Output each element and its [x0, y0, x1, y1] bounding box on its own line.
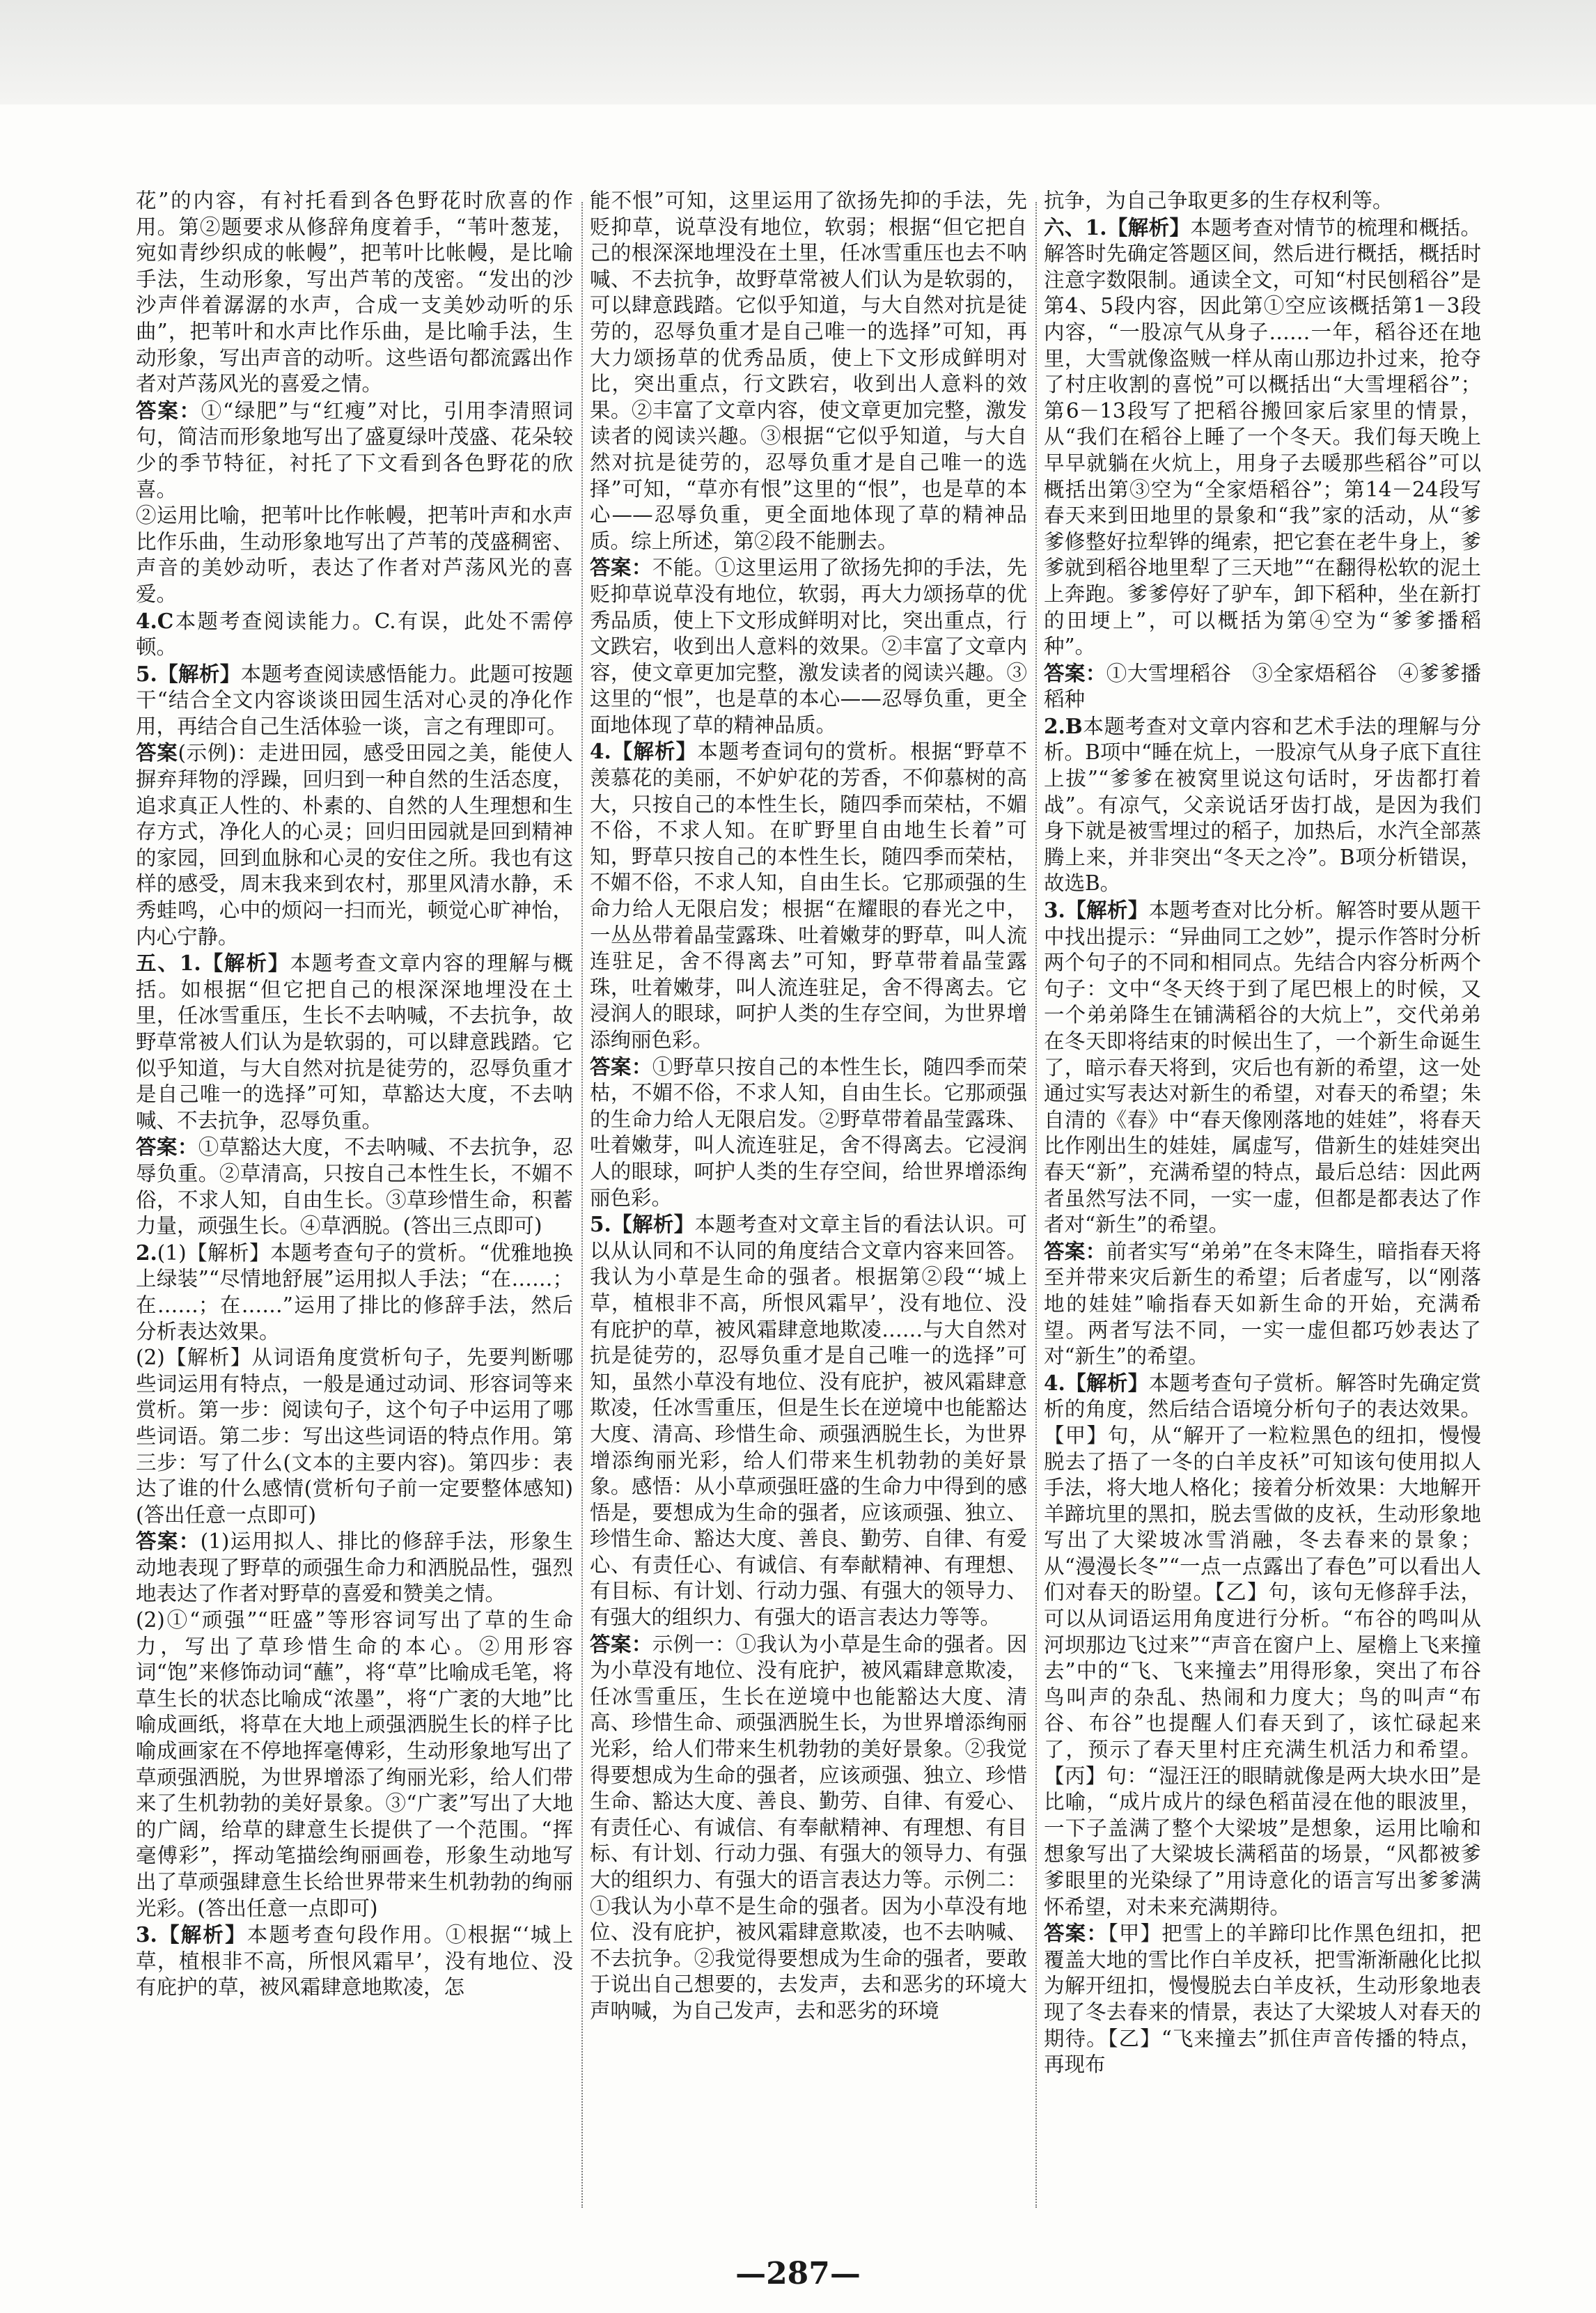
paragraph-text: 前者实写“弟弟”在冬末降生，暗指春天将至并带来灾后新生的希望；后者虚写，以“刚落地的娃娃”喻指春天如新生命的开始，充满希望。两者写法不同，一实一虚但都巧妙表达了对“新生”的希望。: [1044, 1239, 1481, 1369]
paragraph-label: 2.B: [1044, 713, 1083, 738]
answer-paragraph: [590, 1211, 1027, 1631]
paragraph-label: 3.【解析】: [1044, 898, 1149, 923]
paragraph-label: 答案：: [1044, 660, 1106, 685]
paragraph-label: 4.【解析】: [1044, 1370, 1149, 1395]
paragraph-text: ①大雪埋稻谷 ③全家焐稻谷 ④爹爹播稻种: [1044, 661, 1481, 712]
answer-paragraph: [590, 188, 1027, 554]
paragraph-label: 六、1.【解析】: [1044, 215, 1191, 240]
answer-paragraph: [590, 1054, 1027, 1212]
paragraph-label: 答案：: [136, 1135, 198, 1160]
answer-paragraph: [136, 1528, 573, 1607]
paragraph-text: ①野草只按自己的本性生长，随四季而荣枯，不媚不俗，不求人知，自由生长。它那顽强的生命力给人无限启发。②野草带着晶莹露珠、吐着嫩芽，叫人流连驻足，舍不得离去。它浸润人的眼球，呵护人类的生存空间，给世界增添绚丽色彩。: [590, 1054, 1027, 1210]
answer-paragraph: [1044, 188, 1481, 215]
paragraph-text: ①“绿肥”与“红瘦”对比，引用李清照词句，简洁而形象地写出了盛夏绿叶茂盛、花朵较少的季节特征，衬托了下文看到各色野花的欣喜。: [136, 398, 573, 501]
scan-top-band: [0, 0, 1596, 104]
answer-paragraph: [1044, 1370, 1481, 1920]
answer-paragraph: [590, 554, 1027, 738]
paragraph-text: 本题考查句段作用。①根据“‘城上草，植根非不高，所恨风霜早’，没有地位、没有庇护的草，被风霜肆意地欺凌，怎: [136, 1923, 573, 2000]
paragraph-text: (2)①“顽强”“旺盛”等形容词写出了草的生命力，写出了草珍惜生命的本心。②用形容词“饱”来修饰动词“蘸”，将“草”比喻成毛笔，将草生长的状态比喻成“浓墨”，将“广袤的大地”比喻成画纸，将草在大地上顽强洒脱生长的样子比喻成画家在不停地挥毫傅彩，生动形象地写出了草顽强洒脱，为世界增添了绚丽光彩，给人们带来了生机勃勃的美好景象。③“广袤”写出了大地的广阔，给草的肆意生长提供了一个范围。“挥毫傅彩”，挥动笔描绘绚丽画卷，形象生动地写出了草顽强肆意生长给世界带来生机勃勃的绚丽光彩。(答出任意一点即可): [136, 1608, 573, 1920]
paragraph-text: 示例一：①我认为小草是生命的强者。因为小草没有地位、没有庇护，被风霜肆意欺凌，任冰雪重压，生长在逆境中也能豁达大度、清高、珍惜生命、顽强洒脱生长，为世界增添绚丽光彩，给人们带来生机勃勃的美好景象。②我觉得要想成为生命的强者，应该顽强、独立、珍惜生命、豁达大度、善良、勤劳、自律、有爱心、有责任心、有诚信、有奉献精神、有理想、有目标、有计划、行动力强、有强大的领导力、有强大的组织力、有强大的语言表达力等。示例二：①我认为小草不是生命的强者。因为小草没有地位、没有庇护，被风霜肆意欺凌，也不去呐喊、不去抗争。②我觉得要想成为生命的强者，要敢于说出自己想要的，去发声，去和恶劣的环境大声呐喊，为自己发声，去和恶劣的环境: [590, 1632, 1027, 2023]
paragraph-text: 抗争，为自己争取更多的生存权利等。: [1044, 189, 1393, 212]
answer-paragraph: [136, 398, 573, 503]
paragraph-label: 答案：: [590, 1631, 652, 1656]
answer-paragraph: [136, 1607, 573, 1922]
answer-paragraph: [1044, 897, 1481, 1238]
answer-paragraph: [136, 503, 573, 607]
page-number: —287—: [735, 2256, 861, 2291]
paragraph-text: 本题考查句子赏析。解答时先确定赏析的角度，然后结合语境分析句子的表达效果。【甲】句，从“解开了一粒粒黑色的纽扣，慢慢脱去了捂了一冬的白羊皮袄”可知该句使用拟人手法，将大地人格化；接着分析效果：大地解开羊蹄坑里的黑扣，脱去雪做的皮袄，生动形象地写出了大梁坡冰雪消融，冬去春来的景象；从“漫漫长冬”“一点一点露出了春色”可以看出人们对春天的盼望。【乙】句，该句无修辞手法，可以从词语运用角度进行分析。“布谷的鸣叫从河坝那边飞过来”“声音在窗户上、屋檐上飞来撞去”中的“飞、飞来撞去”用得形象，突出了布谷鸟叫声的杂乱、热闹和力度大；鸟的叫声“布谷、布谷”也提醒人们春天到了，该忙碌起来了，预示了春天里村庄充满生机活力和希望。【丙】句：“湿汪汪的眼睛就像是两大块水田”是比喻，“成片成片的绿色稻苗浸在他的眼波里，一下子盖满了整个大梁坡”是想象，运用比喻和想象写出了大梁坡长满稻苗的场景，“风都被爹爹眼里的光染绿了”用诗意化的语言写出爹爹满怀希望，对未来充满期待。: [1044, 1371, 1481, 1919]
answer-paragraph: [136, 608, 573, 661]
answer-paragraph: [1044, 713, 1481, 897]
column-middle: [590, 188, 1027, 2208]
answer-paragraph: [590, 1631, 1027, 2025]
answer-paragraph: [136, 740, 573, 950]
column-left: [136, 188, 573, 2208]
paragraph-label: 5.【解析】: [590, 1212, 695, 1237]
paragraph-text: 【甲】把雪上的羊蹄印比作黑色纽扣，把覆盖大地的雪比作白羊皮袄，把雪渐渐融化比拟为解开纽扣，慢慢脱去白羊皮袄，生动形象地表现了冬去春来的情景，表达了大梁坡人对春天的期待。【乙】“飞来撞去”抓住声音传播的特点，再现布: [1044, 1922, 1481, 2077]
paragraph-label: 3.【解析】: [136, 1922, 247, 1947]
answer-paragraph: [136, 950, 573, 1134]
paragraph-label: 答案：: [136, 398, 201, 423]
paragraph-label: 4.C: [136, 608, 174, 633]
paragraph-text: 本题考查词句的赏析。根据“野草不羡慕花的美丽，不妒妒花的芳香，不仰慕树的高大，只按自己的本性生长，随四季而荣枯，不媚不俗，不求人知。在旷野里自由地生长着”可知，野草只按自己的本性生长，随四季而荣枯，不媚不俗，不求人知，自由生长。它那顽强的生命力给人无限启发；根据“在耀眼的春光之中，一丛丛带着晶莹露珠、吐着嫩芽的野草，叫人流连驻足，舍不得离去”可知，野草带着晶莹露珠，吐着嫩芽，叫人流连驻足，舍不得离去。它浸润人的眼球，呵护人类的生存空间，为世界增添绚丽色彩。: [590, 740, 1027, 1052]
answer-paragraph: [136, 1922, 573, 2001]
answer-paragraph: [136, 1240, 573, 1345]
answer-paragraph: [1044, 1920, 1481, 2078]
answer-paragraph: [1044, 1238, 1481, 1370]
answer-paragraph: [1044, 215, 1481, 660]
paragraph-label: 2.: [136, 1240, 157, 1265]
paragraph-text: 不能。①这里运用了欲扬先抑的手法，先贬抑草说草没有地位，软弱，再大力颂扬草的优秀品质，使上下文形成鲜明对比，突出重点，行文跌宕，收到出人意料的效果。②丰富了文章内容，使文章更加完整，激发读者的阅读兴趣。③这里的“恨”，也是草的本心——忍辱负重，更全面地体现了草的精神品质。: [590, 556, 1027, 737]
answer-paragraph: [136, 188, 573, 398]
column-divider: [581, 202, 583, 2208]
paragraph-text: 本题考查对文章内容和艺术手法的理解与分析。B项中“睡在炕上，一股凉气从身子底下直往上拔”“爹爹在被窝里说这句话时，牙齿都打着战”。有凉气，父亲说话牙齿打战，是因为我们身下就是被雪埋过的稻子，加热后，水汽全部蒸腾上来，并非突出“冬天之冷”。B项分析错误，故选B。: [1044, 714, 1481, 896]
paragraph-text: 本题考查文章内容的理解与概括。如根据“但它把自己的根深深地埋没在土里，任冰雪重压，生长不去呐喊，不去抗争，故野草常被人们认为是软弱的，可以肆意践踏。它似乎知道，与大自然对抗是徒劳的，忍辱负重才是自己唯一的选择”可知，草豁达大度，不去呐喊、不去抗争，忍辱负重。: [136, 951, 573, 1132]
answer-paragraph: [136, 1134, 573, 1239]
paragraph-text: 本题考查阅读能力。C.有误，此处不需停顿。: [136, 609, 573, 660]
paragraph-text: (1)【解析】本题考查句子的赏析。“优雅地换上绿装”“尽情地舒展”运用拟人手法；“在……；在……；在……”运用了排比的修辞手法，然后分析表达效果。: [136, 1240, 573, 1344]
column-divider: [1035, 202, 1037, 2208]
paragraph-label: 答案：: [590, 1054, 652, 1079]
paragraph-text: (2)【解析】从词语角度赏析句子，先要判断哪些词运用有特点，一般是通过动词、形容词等来赏析。第一步：阅读句子，这个句子中运用了哪些词语。第二步：写出这些词语的特点作用。第三步：写了什么(文本的主要内容)。第四步：表达了谁的什么感情(赏析句子前一定要整体感知)(答出任意一点即可): [136, 1346, 573, 1527]
column-right: [1044, 188, 1481, 2208]
paragraph-label: 5.【解析】: [136, 661, 241, 686]
paragraph-label: 五、1.【解析】: [136, 951, 290, 976]
paragraph-label: 答案：: [590, 555, 652, 580]
paragraph-text: 本题考查对文章主旨的看法认识。可以从认同和不认同的角度结合文章内容来回答。我认为小草是生命的强者。根据第②段“‘城上草，植根非不高，所恨风霜早’，没有地位、没有庇护的草，被风霜肆意地欺凌……与大自然对抗是徒劳的，忍辱负重才是自己唯一的选择”可知，虽然小草没有地位、没有庇护，被风霜肆意欺凌，任冰雪重压，但是生长在逆境中也能豁达大度、清高、珍惜生命、顽强洒脱生长，为世界增添绚丽光彩，给人们带来生机勃勃的美好景象。感悟：从小草顽强旺盛的生命力中得到的感悟是，要想成为生命的强者，应该顽强、独立、珍惜生命、豁达大度、善良、勤劳、自律、有爱心、有责任心、有诚信、有奉献精神、有理想、有目标、有计划、行动力强、有强大的领导力、有强大的组织力、有强大的语言表达力等等。: [590, 1213, 1027, 1630]
paragraph-text: 花”的内容，有衬托看到各色野花时欣喜的作用。第②题要求从修辞角度着手，“苇叶葱茏，宛如青纱织成的帐幔”，把苇叶比帐幔，是比喻手法，生动形象，写出芦苇的茂密。“发出的沙沙声伴着潺潺的水声，合成一支美妙动听的乐曲”，把苇叶和水声比作乐曲，是比喻手法，生动形象，写出声音的动听。这些语句都流露出作者对芦荡风光的喜爱之情。: [136, 189, 573, 396]
answer-paragraph: [1044, 660, 1481, 713]
paragraph-text: 本题考查对比分析。解答时要从题干中找出提示：“异曲同工之妙”，提示作答时分析两个句子的不同和相同点。先结合内容分析两个句子：文中“冬天终于到了尾巴根上的时候，又一个弟弟降生在铺满稻谷的大炕上”，交代弟弟在冬天即将结束的时候出生了，一个新生命诞生了，暗示春天将到，灾后也有新的希望，这一处通过实写表达对新生的希望，对春天的希望；朱自清的《春》中“春天像刚落地的娃娃”，将春天比作刚出生的娃娃，属虚写，借新生的娃娃突出春天“新”，充满希望的特点，最后总结：因此两者虽然写法不同，一实一虚，但都是都表达了作者对“新生”的希望。: [1044, 898, 1481, 1237]
paragraph-text: ①草豁达大度，不去呐喊、不去抗争，忍辱负重。②草清高，只按自己本性生长，不媚不俗，不求人知，自由生长。③草珍惜生命，积蓄力量，顽强生长。④草洒脱。(答出三点即可): [136, 1135, 573, 1238]
paragraph-label: 4.【解析】: [590, 739, 698, 764]
paragraph-text: 本题考查阅读感悟能力。此题可按题干“结合全文内容谈谈田园生活对心灵的净化作用，再结合自己生活体验一谈，言之有理即可。: [136, 662, 573, 738]
paragraph-label: 答案：: [1044, 1921, 1108, 1946]
paragraph-label: 答案：: [1044, 1238, 1106, 1263]
paragraph-text: 本题考查对情节的梳理和概括。解答时先确定答题区间，然后进行概括，概括时注意字数限制。通读全文，可知“村民刨稻谷”是第4、5段内容，因此第①空应该概括第1－3段内容，“一股凉气从身子……一年，稻谷还在地里，大雪就像盗贼一样从南山那边扑过来，抢夺了村庄收割的喜悦”可以概括出“大雪埋稻谷”；第6－13段写了把稻谷搬回家后家里的情景，从“我们在稻谷上睡了一个冬天。我们每天晚上早早就躺在火炕上，用身子去暖那些稻谷”可以概括出第③空为“全家焐稻谷”；第14－24段写春天来到田地里的景象和“我”家的活动，从“爹爹修整好拉犁铧的绳索，把它套在老牛身上，爹爹就到稻谷地里犁了三天地”“在翻得松软的泥土上奔跑。爹爹停好了驴车，卸下稻种，坐在新打的田埂上”，可以概括为第④空为“爹爹播稻种”。: [1044, 215, 1481, 659]
answer-paragraph: [590, 738, 1027, 1053]
answer-columns: [136, 188, 1480, 2208]
paragraph-text: (示例)：走进田园，感受田园之美，能使人摒弃拜物的浮躁，回归到一种自然的生活态度，追求真正人性的、朴素的、自然的人生理想和生存方式，净化人的心灵；回归田园就是回到精神的家园，回到血脉和心灵的安住之所。我也有这样的感受，周末我来到农村，那里风清水静，禾秀蛙鸣，心中的烦闷一扫而光，顿觉心旷神怡，内心宁静。: [136, 741, 573, 949]
answer-paragraph: [136, 1345, 573, 1528]
paragraph-text: (1)运用拟人、排比的修辞手法，形象生动地表现了野草的顽强生命力和洒脱品性，强烈地表达了作者对野草的喜爱和赞美之情。: [136, 1529, 573, 1606]
answer-paragraph: [136, 661, 573, 740]
paragraph-label: 答案: [136, 740, 178, 765]
paragraph-text: 能不恨”可知，这里运用了欲扬先抑的手法，先贬抑草，说草没有地位，软弱；根据“但它把自己的根深深地埋没在土里，任冰雪重压也去不呐喊、不去抗争，故野草常被人们认为是软弱的，可以肆意践踏。它似乎知道，与大自然对抗是徒劳的，忍辱负重才是自己唯一的选择”可知，再大力颂扬草的优秀品质，使上下文形成鲜明对比，突出重点，行文跌宕，收到出人意料的效果。②丰富了文章内容，使文章更加完整，激发读者的阅读兴趣。③根据“它似乎知道，与大自然对抗是徒劳的，忍辱负重才是自己唯一的选择”可知，“草亦有恨”这里的“恨”，也是草的本心——忍辱负重，更全面地体现了草的精神品质。综上所述，第②段不能删去。: [590, 189, 1027, 553]
paragraph-label: 答案：: [136, 1529, 201, 1554]
paragraph-text: ②运用比喻，把苇叶比作帐幔，把苇叶声和水声比作乐曲，生动形象地写出了芦苇的茂盛稠密、声音的美妙动听，表达了作者对芦荡风光的喜爱。: [136, 504, 573, 606]
